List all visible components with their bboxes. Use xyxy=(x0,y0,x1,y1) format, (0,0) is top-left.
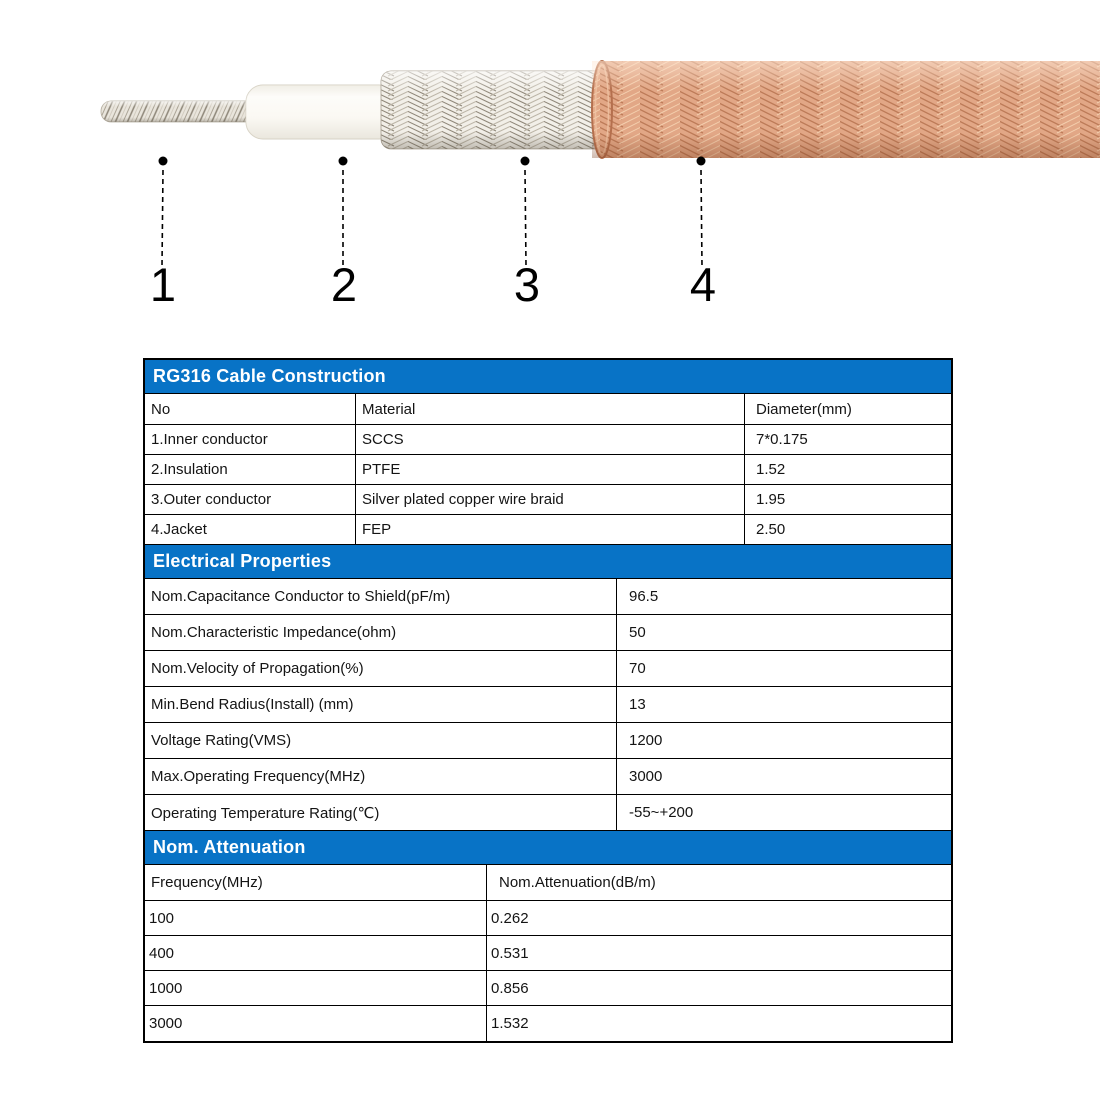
property-label: Min.Bend Radius(Install) (mm) xyxy=(145,687,617,723)
cable-diagram xyxy=(0,0,1100,330)
table-cell: SCCS xyxy=(356,425,745,455)
callout-number-3: 3 xyxy=(513,258,541,311)
property-label: Voltage Rating(VMS) xyxy=(145,723,617,759)
table-cell: 100 xyxy=(145,901,487,936)
callout-number-2: 2 xyxy=(330,258,358,311)
column-header-frequency: Frequency(MHz) xyxy=(145,865,487,901)
jacket-art xyxy=(592,61,1100,158)
table-cell: 3000 xyxy=(145,1006,487,1041)
column-header-diameter: Diameter(mm) xyxy=(745,394,951,425)
table-cell: 1.95 xyxy=(745,485,951,515)
construction-table xyxy=(145,394,951,545)
property-value: 96.5 xyxy=(617,579,951,615)
callout-marker-3 xyxy=(521,157,530,267)
table-cell: 1000 xyxy=(145,971,487,1006)
construction-table-title: RG316 Cable Construction xyxy=(145,360,951,394)
callout-marker-4 xyxy=(697,157,706,267)
electrical-table xyxy=(145,579,951,831)
property-value: 3000 xyxy=(617,759,951,795)
table-cell: 1.52 xyxy=(745,455,951,485)
table-cell: 2.50 xyxy=(745,515,951,545)
attenuation-table xyxy=(145,865,951,1041)
table-cell: 2.Insulation xyxy=(145,455,356,485)
table-cell: PTFE xyxy=(356,455,745,485)
table-cell: 400 xyxy=(145,936,487,971)
property-label: Nom.Capacitance Conductor to Shield(pF/m) xyxy=(145,579,617,615)
callout-number-4: 4 xyxy=(689,258,717,311)
table-cell: 7*0.175 xyxy=(745,425,951,455)
table-cell: 4.Jacket xyxy=(145,515,356,545)
callout-number-1: 1 xyxy=(149,258,177,311)
property-label: Operating Temperature Rating(℃) xyxy=(145,795,617,831)
column-header-material: Material xyxy=(356,394,745,425)
table-cell: 3.Outer conductor xyxy=(145,485,356,515)
callout-marker-2 xyxy=(339,157,348,267)
column-header-no: No xyxy=(145,394,356,425)
property-value: -55~+200 xyxy=(617,795,951,831)
table-cell: FEP xyxy=(356,515,745,545)
table-cell: 1.532 xyxy=(491,1015,529,1032)
table-cell: Silver plated copper wire braid xyxy=(356,485,745,515)
property-value: 13 xyxy=(617,687,951,723)
property-label: Nom.Characteristic Impedance(ohm) xyxy=(145,615,617,651)
column-header-attenuation: Nom.Attenuation(dB/m) xyxy=(487,865,951,901)
table-cell: 0.531 xyxy=(487,936,951,971)
property-label: Nom.Velocity of Propagation(%) xyxy=(145,651,617,687)
callout-marker-1 xyxy=(159,157,168,267)
property-value: 1200 xyxy=(617,723,951,759)
spec-tables xyxy=(143,358,953,1043)
attenuation-table-title: Nom. Attenuation xyxy=(145,831,951,865)
insulation-art xyxy=(246,85,396,139)
table-cell: 0.856 xyxy=(487,971,951,1006)
property-value: 70 xyxy=(617,651,951,687)
outer-conductor-braid-art xyxy=(381,71,605,149)
property-label: Max.Operating Frequency(MHz) xyxy=(145,759,617,795)
table-cell: 0.262 xyxy=(487,901,951,936)
table-cell: 1.Inner conductor xyxy=(145,425,356,455)
electrical-table-title: Electrical Properties xyxy=(145,545,951,579)
inner-conductor-art xyxy=(101,101,261,122)
property-value: 50 xyxy=(617,615,951,651)
